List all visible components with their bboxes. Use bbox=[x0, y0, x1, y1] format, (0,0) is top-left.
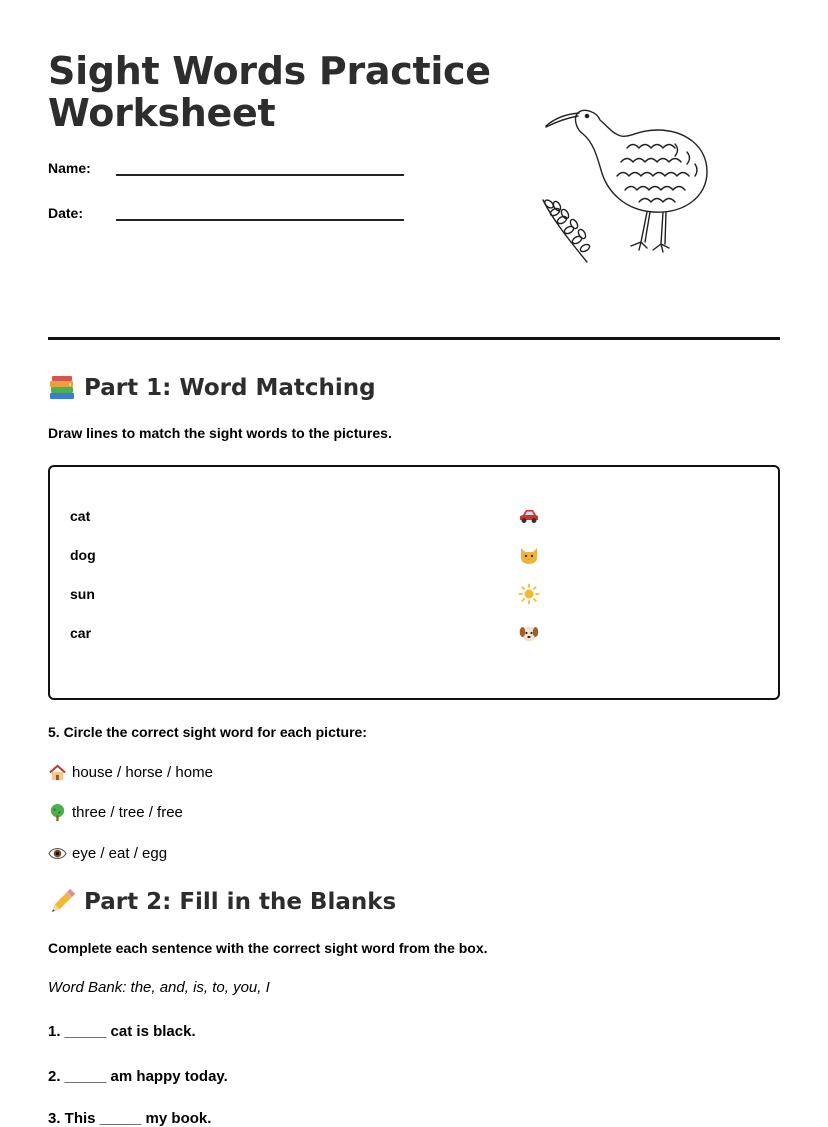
tree-icon bbox=[48, 803, 67, 822]
name-label: Name: bbox=[48, 160, 91, 176]
pencil-icon bbox=[48, 889, 76, 915]
match-row bbox=[70, 583, 770, 607]
match-word: dog bbox=[70, 547, 96, 563]
eye-icon bbox=[48, 844, 67, 863]
part2-heading bbox=[48, 889, 396, 915]
name-field bbox=[48, 160, 408, 186]
match-row bbox=[70, 622, 770, 646]
part2-instruction: Complete each sentence with the correct sight word from the box. bbox=[48, 940, 488, 956]
part1-heading-text: Part 1: Word Matching bbox=[84, 375, 376, 401]
sun-icon bbox=[518, 583, 540, 605]
choice-item bbox=[48, 761, 213, 783]
match-word: car bbox=[70, 625, 92, 641]
match-row bbox=[70, 505, 770, 529]
choice-item bbox=[48, 842, 167, 864]
choice-text: eye / eat / egg bbox=[72, 844, 168, 862]
choice-item bbox=[48, 801, 183, 823]
word-bank: Word Bank: the, and, is, to, you, I bbox=[48, 979, 270, 996]
choice-text: house / horse / home bbox=[72, 763, 213, 781]
date-field bbox=[48, 205, 408, 231]
books-icon bbox=[48, 375, 76, 401]
fill-blank-sentence: 2. _____ am happy today. bbox=[48, 1068, 228, 1085]
section-divider bbox=[48, 337, 780, 340]
date-write-line bbox=[116, 219, 404, 221]
circle-instruction: 5. Circle the correct sight word for each picture: bbox=[48, 724, 367, 740]
match-word: sun bbox=[70, 586, 95, 602]
match-word: cat bbox=[70, 508, 91, 524]
part1-heading bbox=[48, 375, 376, 401]
house-icon bbox=[48, 763, 67, 782]
part1-instruction: Draw lines to match the sight words to the pictures. bbox=[48, 425, 392, 441]
part2-heading-text: Part 2: Fill in the Blanks bbox=[84, 889, 397, 915]
kiwi-bird-illustration bbox=[535, 100, 715, 270]
word-matching-box bbox=[48, 465, 780, 700]
fill-blank-sentence: 3. This _____ my book. bbox=[48, 1110, 212, 1127]
cat-face-icon bbox=[518, 544, 540, 566]
date-label: Date: bbox=[48, 205, 84, 221]
dog-face-icon bbox=[518, 622, 540, 644]
name-write-line bbox=[116, 174, 404, 176]
choice-text: three / tree / free bbox=[72, 803, 183, 821]
worksheet-title: Sight Words Practice Worksheet bbox=[48, 49, 491, 135]
car-icon bbox=[518, 505, 540, 527]
fill-blank-sentence: 1. _____ cat is black. bbox=[48, 1023, 196, 1040]
match-row bbox=[70, 544, 770, 568]
